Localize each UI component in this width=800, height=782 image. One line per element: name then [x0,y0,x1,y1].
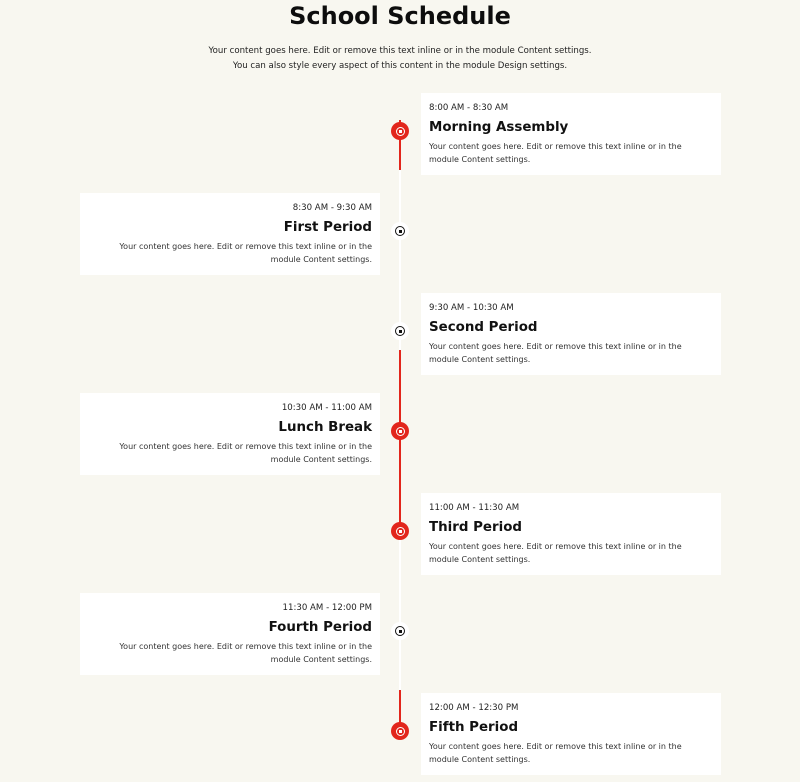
timeline-body: Your content goes here. Edit or remove this text inline or in the module Content settings. [429,742,682,764]
timeline-body: Your content goes here. Edit or remove this text inline or in the module Content settings. [429,542,682,564]
timeline-card-lunch-break [80,393,380,475]
timeline-marker-icon [391,422,409,440]
timeline-body: Your content goes here. Edit or remove this text inline or in the module Content settings. [429,342,682,364]
timeline-time: 11:00 AM - 11:30 AM [429,503,520,513]
timeline-time: 10:30 AM - 11:00 AM [281,403,372,413]
timeline-card-fourth-period [80,593,380,675]
timeline-marker-icon [391,522,409,540]
timeline-card-morning-assembly [421,93,721,175]
timeline-marker-icon [391,122,409,140]
timeline-title: Third Period [429,520,522,535]
timeline-card-fifth-period [421,693,721,775]
timeline-body: Your content goes here. Edit or remove this text inline or in the module Content settings. [119,242,372,264]
timeline-body: Your content goes here. Edit or remove this text inline or in the module Content settings. [119,642,372,664]
timeline-time: 8:00 AM - 8:30 AM [429,103,509,113]
timeline-title: Morning Assembly [429,120,569,135]
timeline-card-second-period [421,293,721,375]
timeline-card-first-period [80,193,380,275]
timeline-title: Fifth Period [429,720,519,735]
page-title: School Schedule [289,2,511,30]
timeline-title: Fourth Period [268,620,372,635]
intro-line-1: Your content goes here. Edit or remove this text inline or in the module Content settings. [208,46,592,56]
timeline-marker-icon [391,222,409,240]
timeline-title: Lunch Break [278,420,372,435]
timeline-progress-line [399,350,401,535]
timeline-card-third-period [421,493,721,575]
timeline-body: Your content goes here. Edit or remove this text inline or in the module Content settings. [119,442,372,464]
timeline-body: Your content goes here. Edit or remove this text inline or in the module Content settings. [429,142,682,164]
timeline-line [399,535,401,690]
timeline-title: First Period [283,220,372,235]
timeline-time: 12:00 AM - 12:30 PM [429,703,519,713]
timeline-title: Second Period [429,320,538,335]
timeline-marker-icon [391,722,409,740]
timeline-time: 8:30 AM - 9:30 AM [292,203,372,213]
timeline-time: 9:30 AM - 10:30 AM [429,303,514,313]
timeline-marker-icon [391,322,409,340]
intro-line-2: You can also style every aspect of this content in the module Design settings. [232,61,568,71]
intro-text [150,44,650,74]
timeline-marker-icon [391,622,409,640]
timeline-time: 11:30 AM - 12:00 PM [282,603,372,613]
